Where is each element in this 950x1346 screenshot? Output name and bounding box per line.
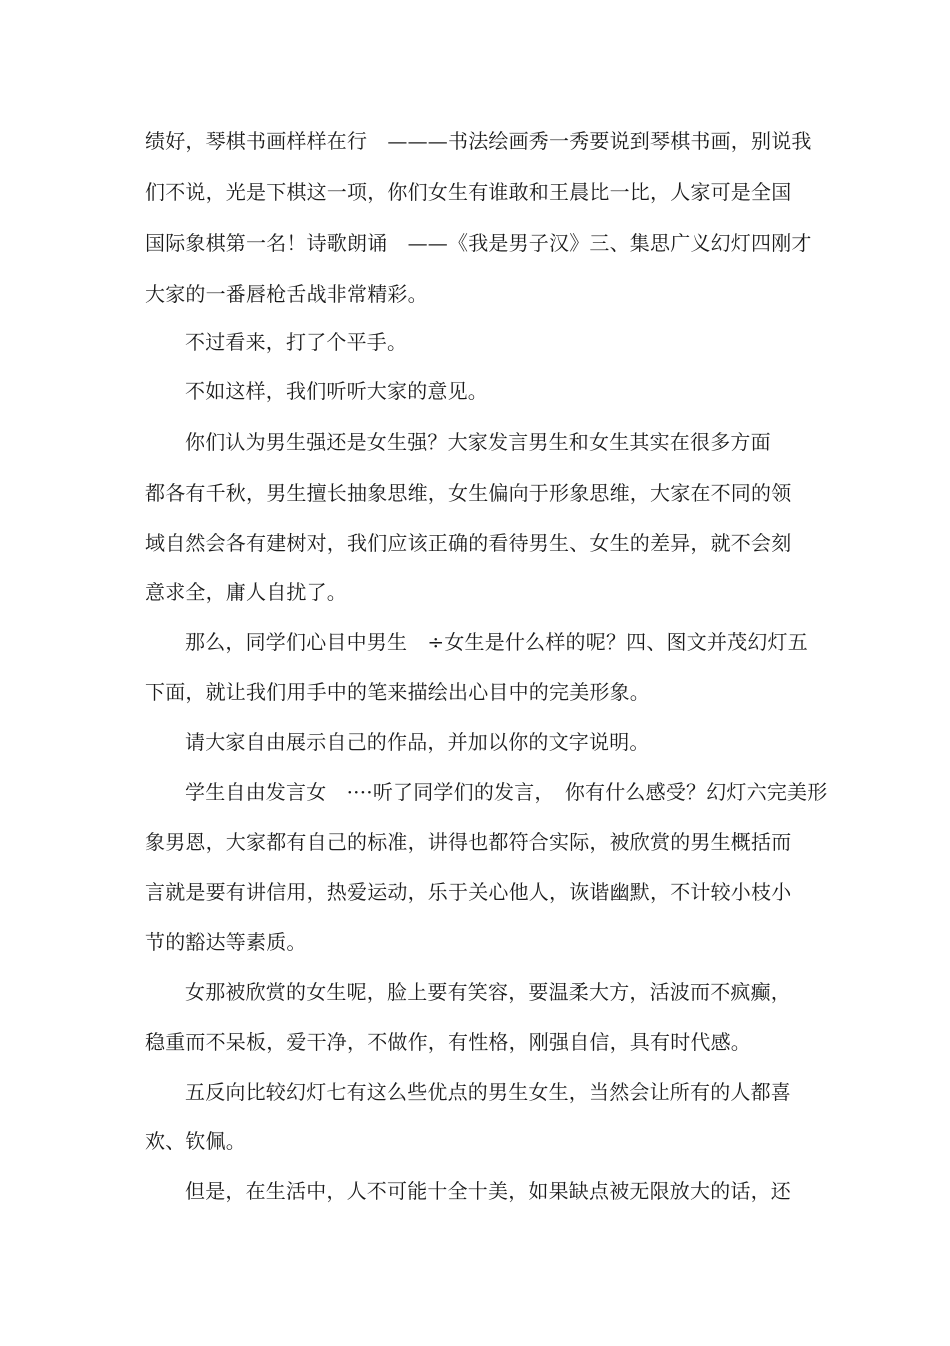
text-line: 域自然会各有建树对，我们应该正确的看待男生、女生的差异，就不会刻 [145, 531, 792, 555]
text-line: 们不说，光是下棋这一项，你们女生有谁敢和王晨比一比，人家可是全国 [145, 180, 792, 204]
text-line: 女那被欣赏的女生呢，脸上要有笑容，要温柔大方，活波而不疯癫， [185, 980, 791, 1004]
text-line: 不过看来，打了个平手。 [185, 330, 408, 354]
text-line: 绩好，琴棋书画样样在行 ———书法绘画秀一秀要说到琴棋书画，别说我 [145, 129, 812, 153]
text-line: 意求全，庸人自扰了。 [145, 580, 347, 604]
text-line: 不如这样，我们听听大家的意见。 [185, 379, 488, 403]
text-line: 五反向比较幻灯七有这么些优点的男生女生，当然会让所有的人都喜 [185, 1080, 791, 1104]
text-line: 国际象棋第一名！诗歌朗诵 ——《我是男子汉》三、集思广义幻灯四刚才 [145, 231, 812, 255]
text-line: 言就是要有讲信用，热爱运动，乐于关心他人，诙谐幽默，不计较小枝小 [145, 880, 792, 904]
text-line: 学生自由发言女 ····听了同学们的发言， 你有什么感受？幻灯六完美形 [185, 780, 828, 804]
text-line: 你们认为男生强还是女生强？大家发言男生和女生其实在很多方面 [185, 430, 771, 454]
text-line: 都各有千秋，男生擅长抽象思维，女生偏向于形象思维，大家在不同的领 [145, 481, 792, 505]
text-line: 象男恩，大家都有自己的标准，讲得也都符合实际，被欣赏的男生概括而 [145, 830, 792, 854]
text-line: 节的豁达等素质。 [145, 930, 307, 954]
text-line: 下面，就让我们用手中的笔来描绘出心目中的完美形象。 [145, 680, 650, 704]
text-line: 稳重而不呆板，爱干净，不做作，有性格，刚强自信，具有时代感。 [145, 1030, 751, 1054]
text-line: 欢、钦佩。 [145, 1129, 246, 1153]
text-line: 大家的一番唇枪舌战非常精彩。 [145, 282, 428, 306]
text-line: 请大家自由展示自己的作品，并加以你的文字说明。 [185, 730, 650, 754]
text-line: 但是，在生活中，人不可能十全十美，如果缺点被无限放大的话，还 [185, 1179, 791, 1203]
text-line: 那么，同学们心目中男生 ÷女生是什么样的呢？四、图文并茂幻灯五 [185, 630, 808, 654]
